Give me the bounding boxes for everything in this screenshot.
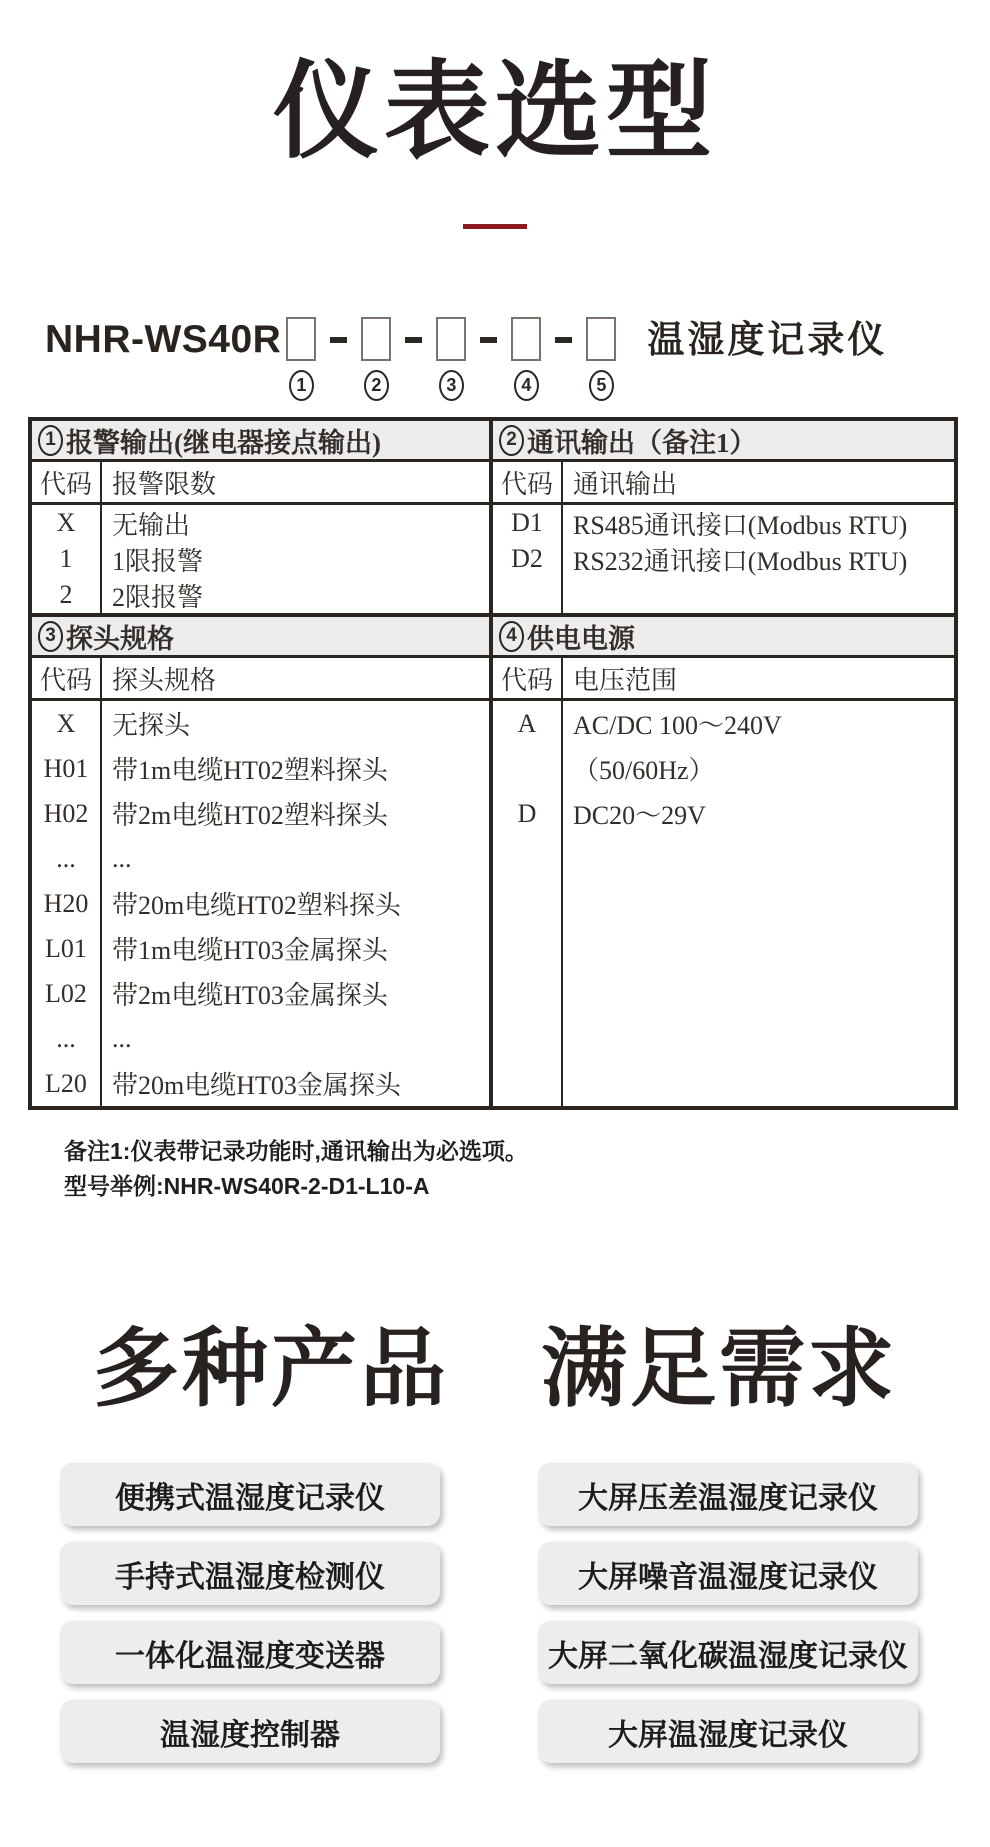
column-headers (32, 658, 489, 701)
column-header-code: 代码 (32, 462, 102, 502)
product-button-noise-recorder[interactable]: 大屏噪音温湿度记录仪 (538, 1541, 918, 1605)
product-button-grid (60, 1462, 990, 1763)
model-prefix: NHR-WS40R (45, 318, 282, 361)
product-button-integrated-transmitter[interactable]: 一体化温湿度变送器 (60, 1620, 440, 1684)
model-slot-box (586, 317, 616, 361)
page-title: 仪表选型 (273, 53, 717, 171)
column-headers (493, 658, 954, 701)
column-header-code: 代码 (493, 462, 563, 502)
table-data (32, 701, 489, 1106)
circled-number-5: 5 (589, 370, 614, 401)
code-column (493, 701, 563, 1106)
column-headers (32, 462, 489, 505)
model-slot-4 (511, 317, 541, 401)
desc-cell: 无探头 (112, 711, 191, 740)
section-number-icon: 4 (499, 621, 524, 652)
dash-separator (330, 337, 347, 343)
desc-cell: 带1m电缆HT02塑料探头 (112, 756, 388, 785)
section-header-power-supply (493, 617, 954, 658)
model-slot-5 (586, 317, 616, 401)
code-cell: ... (56, 1023, 76, 1053)
product-button-bigscreen-recorder[interactable]: 大屏温湿度记录仪 (538, 1699, 918, 1763)
footnotes (64, 1134, 990, 1204)
code-cell: L02 (45, 978, 87, 1008)
code-cell: L01 (45, 933, 87, 963)
product-button-pressure-diff-recorder[interactable]: 大屏压差温湿度记录仪 (538, 1462, 918, 1526)
code-cell: X (56, 508, 76, 537)
product-button-co2-recorder[interactable]: 大屏二氧化碳温湿度记录仪 (538, 1620, 918, 1684)
code-cell: D2 (511, 544, 543, 573)
section-alarm-output (32, 421, 493, 613)
code-cell: A (517, 708, 537, 738)
product-button-controller[interactable]: 温湿度控制器 (60, 1699, 440, 1763)
product-column-right (538, 1462, 918, 1763)
dash-separator (405, 337, 422, 343)
section-header-alarm-output (32, 421, 489, 462)
table-block-top (32, 421, 954, 613)
desc-cell: 带2m电缆HT03金属探头 (112, 981, 388, 1010)
desc-cell: 2限报警 (112, 582, 204, 612)
column-header-desc: 电压范围 (573, 665, 678, 695)
column-header-code: 代码 (32, 658, 102, 698)
desc-cell: （50/60Hz） (573, 756, 715, 785)
desc-cell: 1限报警 (112, 546, 204, 576)
code-cell: 2 (59, 580, 73, 609)
section-number-icon: 2 (499, 425, 524, 456)
title-accent-divider (463, 224, 527, 229)
column-headers (493, 462, 954, 505)
model-slot-1 (286, 317, 316, 401)
section-header-comm-output (493, 421, 954, 462)
products-heading-left: 多种产品 (93, 1321, 449, 1417)
code-cell: H01 (43, 753, 89, 783)
dash-separator (480, 337, 497, 343)
code-cell: D1 (511, 508, 543, 537)
code-column (32, 701, 102, 1106)
code-cell: X (56, 708, 76, 738)
product-button-portable-recorder[interactable]: 便携式温湿度记录仪 (60, 1462, 440, 1526)
column-header-desc: 探头规格 (112, 665, 217, 695)
section-title: 探头规格 (66, 623, 174, 654)
desc-cell: 无输出 (112, 510, 191, 540)
code-cell: H20 (43, 888, 89, 918)
column-header-desc: 报警限数 (112, 469, 217, 499)
column-header-desc: 通讯输出 (573, 469, 678, 499)
table-data (32, 505, 489, 613)
code-column (32, 505, 102, 613)
section-title: 报警输出(继电器接点输出) (66, 427, 381, 458)
model-slot-2 (361, 317, 391, 401)
code-cell: ... (56, 843, 76, 873)
products-heading (0, 1321, 990, 1417)
desc-column (102, 505, 489, 613)
circled-number-2: 2 (364, 370, 389, 401)
section-number-icon: 1 (38, 425, 63, 456)
table-data (493, 505, 954, 613)
section-title: 通讯输出（备注1） (527, 427, 757, 458)
model-slot-box (286, 317, 316, 361)
desc-cell: RS232通讯接口(Modbus RTU) (573, 546, 908, 576)
code-column (493, 505, 563, 613)
desc-cell: 带1m电缆HT03金属探头 (112, 936, 388, 965)
selection-table (28, 417, 958, 1110)
desc-cell: DC20～29V (573, 801, 706, 830)
desc-cell: AC/DC 100～240V (573, 711, 782, 740)
code-cell (493, 746, 561, 791)
table-data (493, 701, 954, 1106)
code-cell: 1 (59, 544, 73, 573)
code-cell: D (517, 798, 537, 828)
footnote-remark: 备注1:仪表带记录功能时,通讯输出为必选项。 (64, 1138, 528, 1164)
section-number-icon: 3 (38, 621, 63, 652)
dash-separator (555, 337, 572, 343)
desc-cell: 带20m电缆HT03金属探头 (112, 1071, 401, 1100)
desc-cell: 带2m电缆HT02塑料探头 (112, 801, 388, 830)
column-header-code: 代码 (493, 658, 563, 698)
desc-column (563, 505, 954, 613)
products-heading-right: 满足需求 (541, 1321, 897, 1417)
section-title: 供电电源 (527, 623, 635, 654)
model-slot-box (436, 317, 466, 361)
table-block-bottom (32, 613, 954, 1106)
product-button-handheld-detector[interactable]: 手持式温湿度检测仪 (60, 1541, 440, 1605)
section-power-supply (493, 617, 954, 1106)
code-cell: L20 (45, 1068, 87, 1098)
model-code-line (45, 317, 990, 401)
model-slot-box (361, 317, 391, 361)
circled-number-1: 1 (289, 370, 314, 401)
desc-cell: ... (112, 1023, 132, 1053)
section-probe-spec (32, 617, 493, 1106)
desc-cell: 带20m电缆HT02塑料探头 (112, 891, 401, 920)
model-slot-box (511, 317, 541, 361)
desc-column (102, 701, 489, 1106)
desc-cell: RS485通讯接口(Modbus RTU) (573, 510, 908, 540)
desc-cell: ... (112, 843, 132, 873)
section-comm-output (493, 421, 954, 613)
model-slot-3 (436, 317, 466, 401)
product-column-left (60, 1462, 440, 1763)
desc-column (563, 701, 954, 1106)
code-cell: H02 (43, 798, 89, 828)
section-header-probe-spec (32, 617, 489, 658)
model-suffix: 温湿度记录仪 (647, 319, 888, 360)
circled-number-3: 3 (439, 370, 464, 401)
footnote-model-example: 型号举例:NHR-WS40R-2-D1-L10-A (64, 1173, 430, 1199)
circled-number-4: 4 (514, 370, 539, 401)
